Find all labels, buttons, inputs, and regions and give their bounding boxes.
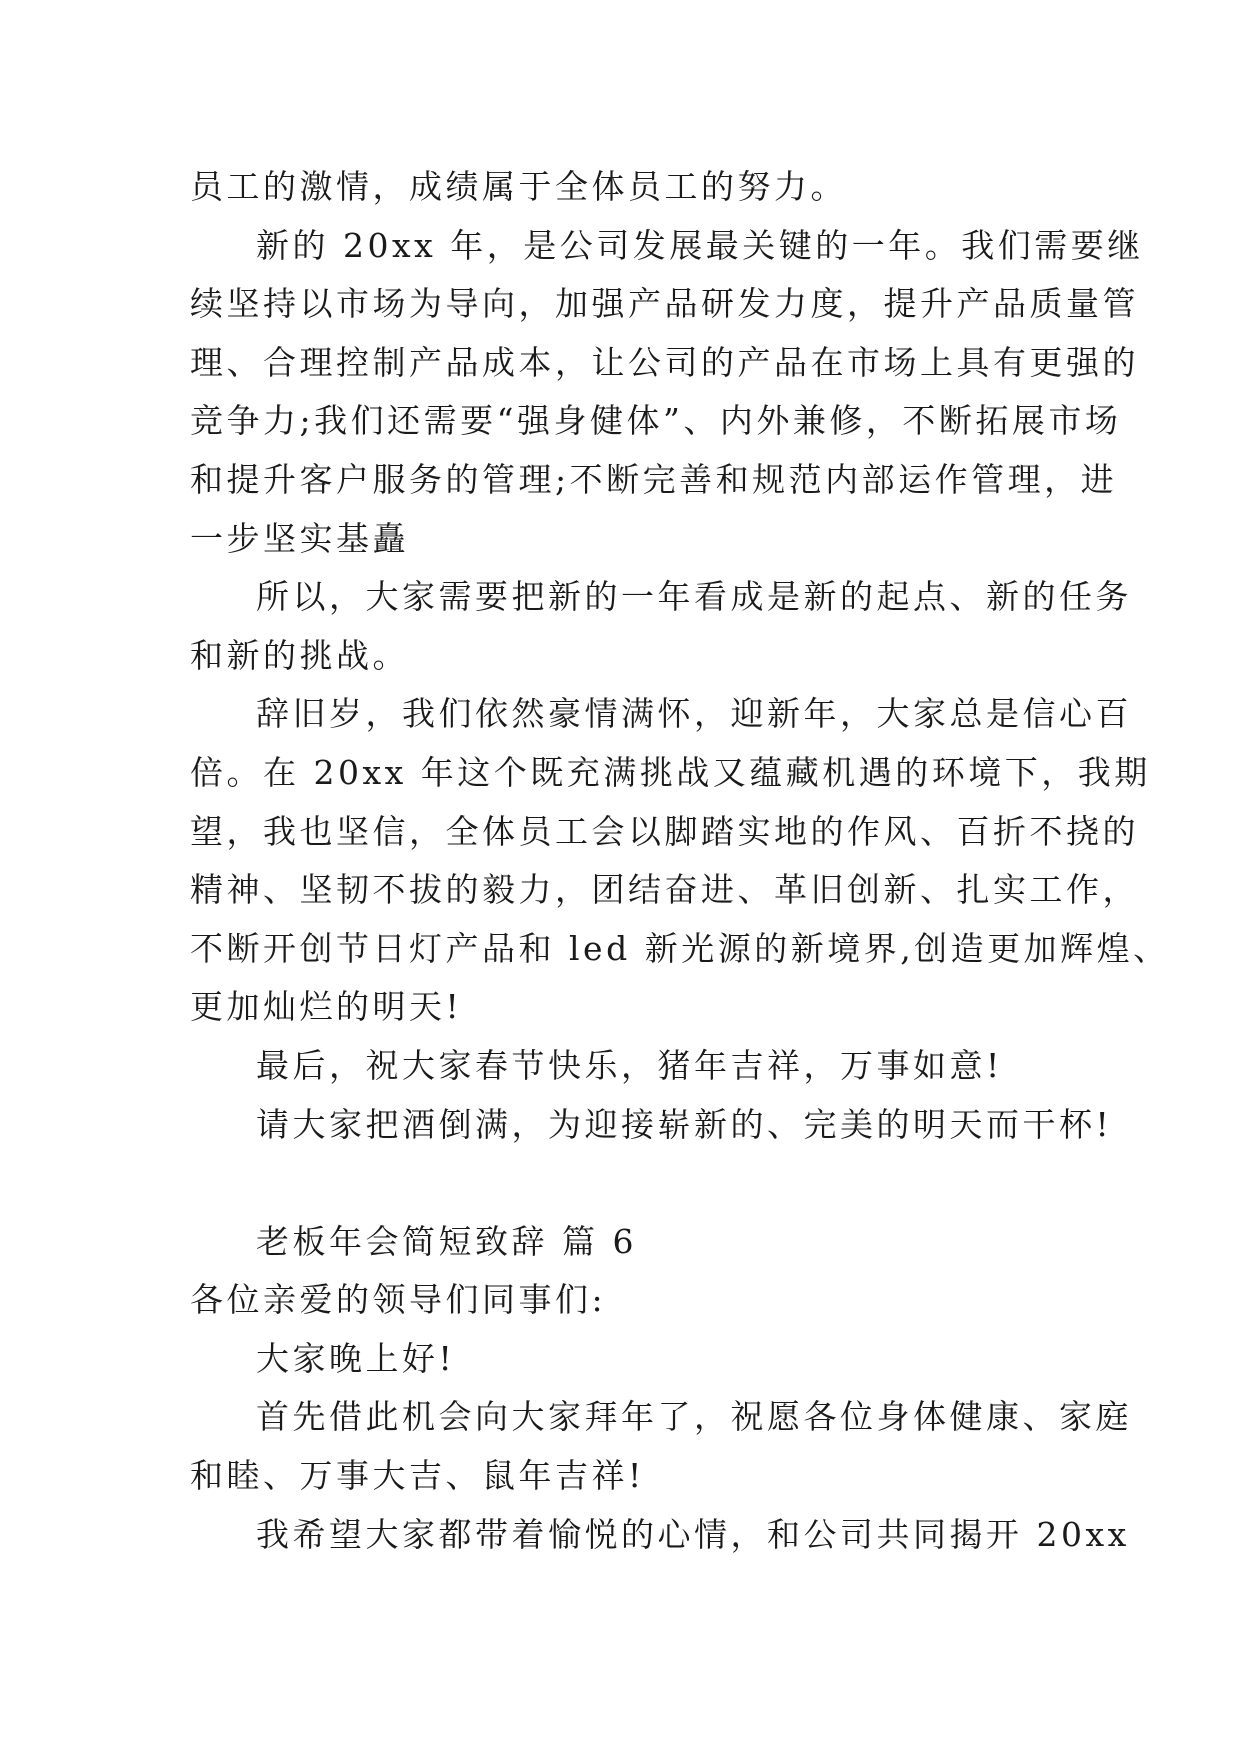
paragraph-line: 和提升客户服务的管理;不断完善和规范内部运作管理，进	[190, 459, 1118, 499]
paragraph-line: 大家晚上好!	[256, 1338, 456, 1378]
document-body	[190, 158, 1170, 1564]
paragraph-line: 我希望大家都带着愉悦的心情，和公司共同揭开 20xx	[256, 1514, 1130, 1554]
paragraph-line: 一步坚实基矗	[190, 518, 409, 558]
paragraph-line: 望，我也坚信，全体员工会以脚踏实地的作风、百折不挠的	[190, 811, 1139, 851]
paragraph-line: 所以，大家需要把新的一年看成是新的起点、新的任务	[256, 577, 1132, 617]
blank-line	[190, 1154, 1060, 1213]
paragraph-line: 首先借此机会向大家拜年了，祝愿各位身体健康、家庭	[256, 1397, 1132, 1437]
paragraph-line: 和睦、万事大吉、鼠年吉祥!	[190, 1456, 645, 1496]
paragraph-line: 更加灿烂的明天!	[190, 987, 463, 1027]
paragraph-line: 辞旧岁，我们依然豪情满怀，迎新年，大家总是信心百	[256, 694, 1132, 734]
salutation-line: 各位亲爱的领导们同事们:	[190, 1280, 607, 1320]
paragraph-line: 理、合理控制产品成本，让公司的产品在市场上具有更强的	[190, 342, 1139, 382]
paragraph-line: 员工的激情，成绩属于全体员工的努力。	[190, 167, 847, 206]
paragraph-line: 精神、坚韧不拔的毅力，团结奋进、革旧创新、扎实工作，	[190, 870, 1139, 910]
section-title: 老板年会简短致辞 篇 6	[256, 1221, 637, 1261]
paragraph-line: 不断开创节日灯产品和 led 新光源的新境界,创造更加辉煌、	[190, 928, 1170, 968]
paragraph-line: 倍。在 20xx 年这个既充满挑战又蕴藏机遇的环境下，我期	[190, 752, 1151, 792]
paragraph-line: 续坚持以市场为导向，加强产品研发力度，提升产品质量管	[190, 284, 1139, 324]
paragraph-line: 竞争力;我们还需要“强身健体”、内外兼修，不断拓展市场	[190, 401, 1122, 441]
paragraph-line: 和新的挑战。	[190, 635, 409, 675]
paragraph-line: 请大家把酒倒满，为迎接崭新的、完美的明天而干杯!	[256, 1104, 1113, 1144]
paragraph-line: 最后，祝大家春节快乐，猪年吉祥，万事如意!	[256, 1045, 1003, 1085]
paragraph-line: 新的 20xx 年，是公司发展最关键的一年。我们需要继	[256, 225, 1144, 265]
